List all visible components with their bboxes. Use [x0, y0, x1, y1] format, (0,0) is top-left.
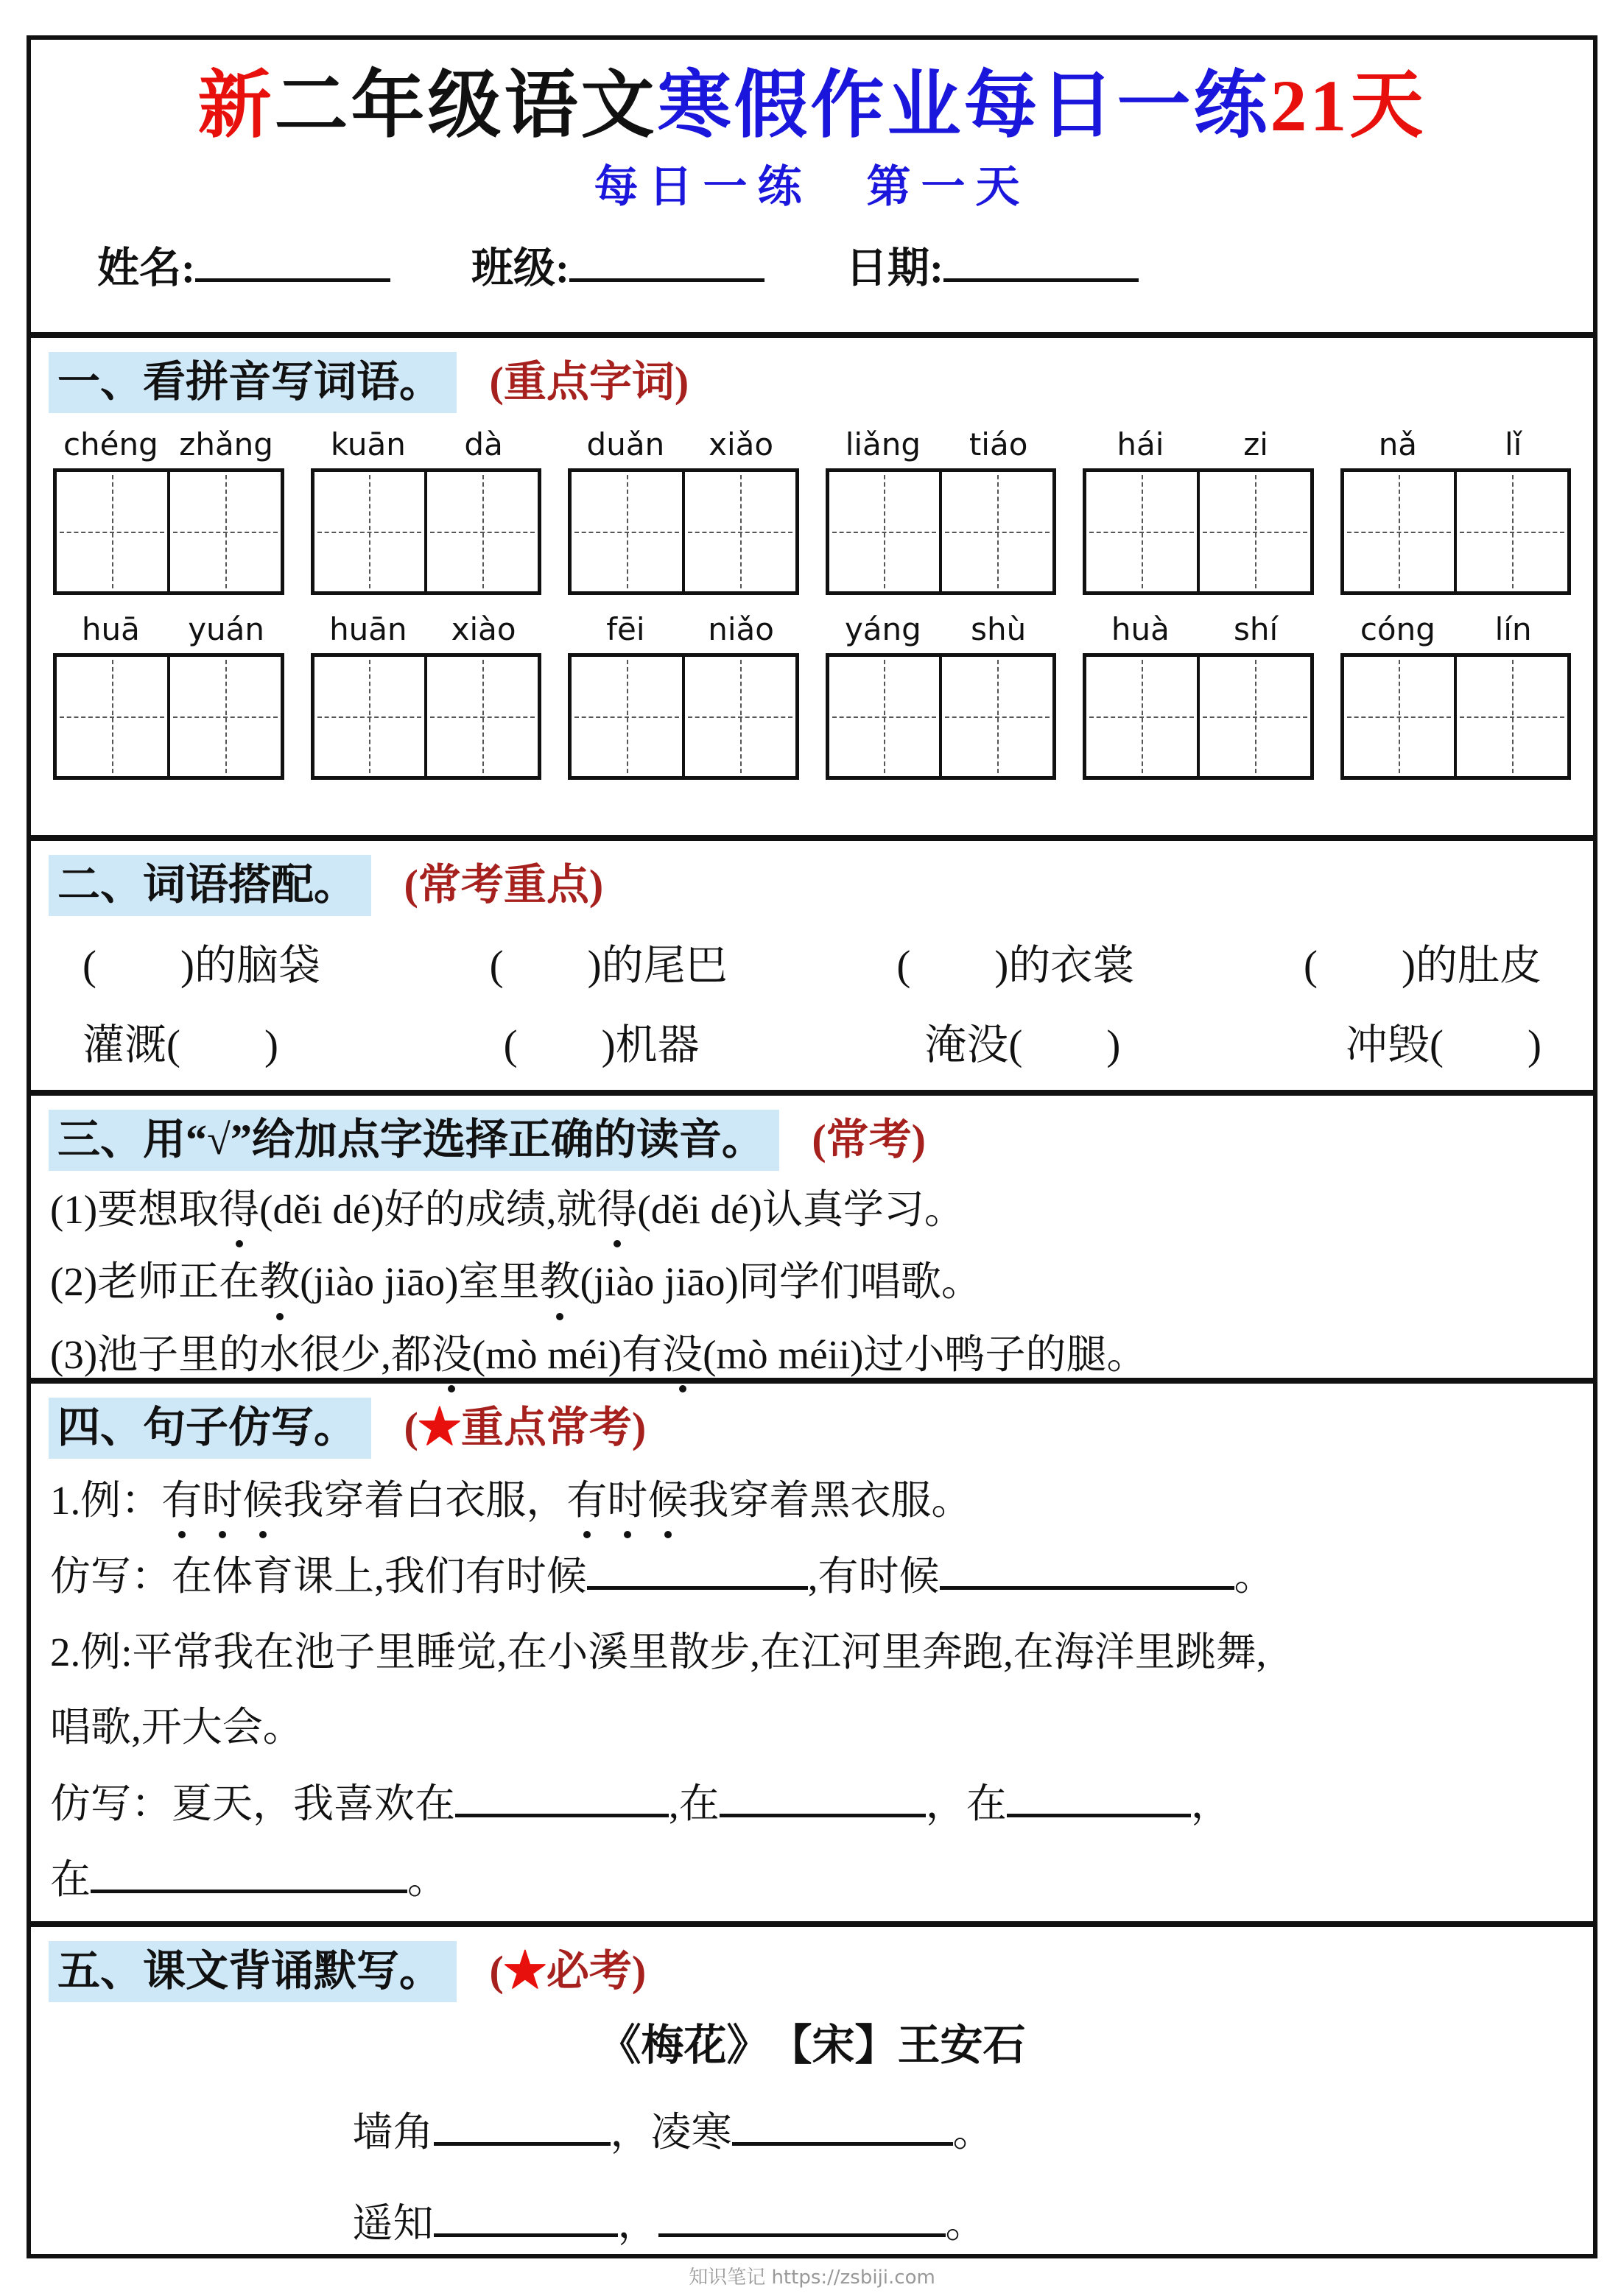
tag-text: 常考): [826, 1116, 926, 1164]
word-match-item: 灌溉( ): [82, 1022, 278, 1069]
writing-cell[interactable]: [1344, 472, 1455, 591]
word-match-item: ( )的尾巴: [489, 943, 728, 990]
word-match-item: ( )的肚皮: [1304, 943, 1542, 990]
writing-cell[interactable]: [314, 472, 425, 591]
writing-box-pair: [1083, 653, 1314, 780]
pinyin-pair: [311, 426, 542, 462]
section-5-recitation: [31, 1921, 1593, 2254]
dotted-char: 教: [539, 1252, 580, 1313]
word-match-item: ( )的衣裳: [896, 943, 1135, 990]
word-match-line-1: [31, 912, 1593, 992]
class-input-blank[interactable]: [569, 236, 764, 282]
dotted-text: [539, 1259, 580, 1304]
class-field-group: [471, 234, 764, 295]
pinyin-label: zhǎng: [179, 426, 273, 462]
section-2-word-matching: [31, 835, 1593, 1090]
dotted-text: [259, 1259, 300, 1304]
text-run: 仿写：夏天，我喜欢在: [50, 1781, 456, 1826]
section-5-head: [31, 1927, 1593, 1999]
section-4-head: [31, 1384, 1593, 1455]
writing-box-pair: [568, 653, 799, 780]
poem-line-1: [334, 2072, 1291, 2163]
writing-grid-row-1: [31, 468, 1593, 595]
imitation-answer-2b: [31, 1834, 1593, 1911]
writing-box-pair: [1340, 653, 1572, 780]
pinyin-label: yuán: [188, 610, 265, 647]
dotted-char: 没: [662, 1325, 703, 1386]
pinyin-pair: [826, 611, 1057, 647]
text-run: ，在: [925, 1781, 1007, 1826]
writing-cell[interactable]: [167, 657, 281, 776]
section-5-tag: [490, 1947, 647, 1995]
answer-blank[interactable]: [720, 1773, 926, 1817]
writing-cell[interactable]: [939, 657, 1052, 776]
writing-cell[interactable]: [572, 657, 682, 776]
pinyin-label: chéng: [63, 426, 158, 462]
writing-box-pair: [826, 468, 1057, 595]
dotted-char: 得: [219, 1180, 259, 1241]
exercise-line-1: [31, 1168, 1593, 1241]
word-match-item: 冲毁( ): [1346, 1022, 1542, 1069]
title-part-4: 21天: [1270, 65, 1427, 147]
text-run: (děi dé)认真学习。: [637, 1186, 965, 1232]
writing-cell[interactable]: [829, 472, 940, 591]
text-run: ,在: [669, 1781, 720, 1826]
dotted-char: 没: [432, 1325, 472, 1386]
exercise-line-2: [31, 1240, 1593, 1313]
text-run: (2)老师正在: [50, 1259, 260, 1304]
pinyin-label: huā: [81, 610, 140, 647]
text-run: 在: [50, 1857, 91, 1902]
text-run: 遥知: [352, 2200, 434, 2246]
writing-cell[interactable]: [1344, 657, 1455, 776]
writing-cell[interactable]: [682, 472, 795, 591]
writing-cell[interactable]: [1086, 472, 1197, 591]
pinyin-label: kuān: [330, 426, 406, 462]
section-3-tag: [812, 1116, 926, 1163]
imitation-example-2b: [31, 1683, 1593, 1758]
page-title: [38, 62, 1586, 150]
dotted-char: 候: [647, 1471, 688, 1532]
writing-box-pair: [1340, 468, 1572, 595]
dotted-char: 有: [161, 1471, 202, 1532]
star-icon: ★: [503, 1946, 546, 1995]
section-4-heading: 四、句子仿写。: [49, 1398, 371, 1459]
title-part-2: 二年级语文: [274, 65, 658, 147]
dotted-char: 得: [597, 1180, 637, 1241]
tag-pre: (: [812, 1116, 826, 1164]
title-part-1: 新: [197, 65, 275, 147]
text-run: (mò méi)有: [471, 1331, 663, 1377]
writing-grid-row-2: [31, 653, 1593, 780]
tag-pre: (: [404, 1404, 418, 1452]
tag-text: 重点字词): [503, 358, 689, 406]
text-run: 我穿着黑衣服。: [688, 1477, 972, 1523]
answer-blank[interactable]: [434, 2102, 611, 2146]
pinyin-row-1: [31, 410, 1593, 468]
writing-cell[interactable]: [57, 472, 167, 591]
pinyin-label: lǐ: [1504, 426, 1522, 462]
section-1-head: [31, 338, 1593, 409]
writing-cell[interactable]: [572, 472, 682, 591]
date-input-blank[interactable]: [943, 236, 1139, 282]
pinyin-row-2: [31, 595, 1593, 653]
name-label: 姓名:: [97, 245, 195, 292]
writing-box-pair: [826, 653, 1057, 780]
text-run: 。: [952, 2110, 994, 2155]
writing-cell[interactable]: [314, 657, 425, 776]
date-label: 日期:: [845, 245, 943, 292]
pinyin-pair: [1340, 611, 1572, 647]
writing-cell[interactable]: [1086, 657, 1197, 776]
section-3-pronunciation-choice: [31, 1090, 1593, 1378]
text-run: (jiào jiāo)同学们唱歌。: [580, 1259, 982, 1304]
pinyin-pair: [53, 611, 284, 647]
pinyin-label: nǎ: [1378, 426, 1418, 462]
text-run: ,有时候: [807, 1554, 940, 1599]
pinyin-label: lín: [1494, 610, 1532, 647]
date-field-group: [846, 234, 1139, 295]
writing-box-pair: [311, 653, 542, 780]
pinyin-label: huà: [1111, 610, 1170, 647]
pinyin-label: duǎn: [586, 426, 665, 462]
answer-blank[interactable]: [658, 2193, 946, 2237]
writing-cell[interactable]: [57, 657, 167, 776]
section-1-tag: [490, 358, 689, 406]
pinyin-pair: [826, 426, 1057, 462]
text-run: ，: [617, 2200, 658, 2246]
pinyin-label: huān: [329, 610, 407, 647]
text-run: 。: [1234, 1554, 1275, 1599]
pinyin-pair: [1340, 426, 1572, 462]
writing-cell[interactable]: [1454, 657, 1567, 776]
pinyin-label: shù: [971, 610, 1027, 647]
writing-box-pair: [311, 468, 542, 595]
section-2-heading: 二、词语搭配。: [49, 855, 371, 916]
text-run: ，: [1190, 1781, 1231, 1826]
word-match-item: 淹没( ): [924, 1022, 1121, 1069]
writing-cell[interactable]: [682, 657, 795, 776]
section-2-head: [31, 841, 1593, 912]
text-run: 我穿着白衣服，: [283, 1477, 567, 1523]
exercise-line-3: [31, 1313, 1593, 1386]
pinyin-label: dà: [464, 426, 503, 462]
dotted-text: [566, 1478, 688, 1523]
text-run: 墙角: [352, 2110, 434, 2155]
writing-box-pair: [568, 468, 799, 595]
answer-blank[interactable]: [91, 1849, 407, 1893]
dotted-char: 教: [259, 1252, 300, 1313]
text-run: ，凌寒: [610, 2110, 732, 2155]
writing-cell[interactable]: [1197, 472, 1310, 591]
answer-blank[interactable]: [455, 1773, 669, 1817]
pinyin-label: fēi: [606, 610, 645, 647]
student-info-row: [31, 234, 1593, 295]
dotted-char: 时: [607, 1471, 647, 1532]
text-run: (1)要想取: [50, 1186, 219, 1232]
writing-cell[interactable]: [167, 472, 281, 591]
pinyin-label: xiǎo: [709, 426, 774, 462]
dotted-text: [662, 1332, 703, 1377]
dotted-text: [219, 1187, 259, 1232]
writing-cell[interactable]: [1197, 657, 1310, 776]
pinyin-label: zi: [1243, 426, 1268, 462]
section-5-heading: 五、课文背诵默写。: [49, 1941, 457, 2002]
name-input-blank[interactable]: [195, 236, 390, 282]
pinyin-pair: [568, 611, 799, 647]
word-match-item: ( )机器: [503, 1022, 700, 1069]
answer-blank[interactable]: [940, 1546, 1234, 1590]
class-label: 班级:: [471, 245, 569, 292]
text-run: 。: [945, 2200, 986, 2246]
worksheet-frame: [27, 35, 1597, 2258]
word-match-item: ( )的脑袋: [82, 943, 320, 990]
tag-pre: (: [404, 860, 418, 909]
dotted-text: [597, 1187, 637, 1232]
imitation-answer-1: [31, 1531, 1593, 1607]
writing-cell[interactable]: [829, 657, 940, 776]
dotted-text: [432, 1332, 472, 1377]
pinyin-pair: [53, 426, 284, 462]
pinyin-label: hái: [1117, 426, 1164, 462]
pinyin-pair: [568, 426, 799, 462]
writing-box-pair: [1083, 468, 1314, 595]
writing-cell[interactable]: [1454, 472, 1567, 591]
pinyin-label: yáng: [844, 610, 921, 647]
tag-pre: (: [489, 1946, 504, 1995]
word-match-line-2: [31, 992, 1593, 1071]
section-4-tag: [404, 1404, 647, 1451]
writing-cell[interactable]: [424, 657, 538, 776]
section-1-pinyin-writing: [31, 332, 1593, 835]
writing-box-pair: [53, 653, 284, 780]
writing-cell[interactable]: [424, 472, 538, 591]
writing-cell[interactable]: [939, 472, 1052, 591]
poem-line-2: [334, 2163, 1291, 2255]
dotted-char: 有: [566, 1471, 607, 1532]
pinyin-label: liǎng: [845, 426, 921, 462]
answer-blank[interactable]: [732, 2102, 953, 2146]
imitation-example-1: [31, 1456, 1593, 1532]
imitation-answer-2a: [31, 1758, 1593, 1835]
text-run: 1.例：: [50, 1477, 162, 1523]
tag-text: 常考重点): [418, 860, 604, 909]
imitation-example-2a: [31, 1607, 1593, 1683]
poem-title: 《梅花》 【宋】王安石: [598, 2021, 1026, 2069]
worksheet-header: [31, 40, 1593, 332]
text-run: 2.例:平常我在池子里睡觉,在小溪里散步,在江河里奔跑,在海洋里跳舞,: [50, 1629, 1267, 1675]
pinyin-pair: [1083, 426, 1314, 462]
page-subtitle: 每日一练 第一天: [594, 163, 1030, 211]
pinyin-pair: [1083, 611, 1314, 647]
section-4-sentence-imitation: [31, 1378, 1593, 1921]
text-run: 唱歌,开大会。: [50, 1705, 303, 1750]
text-run: 仿写：在体育课上,我们有时候: [50, 1554, 587, 1599]
pinyin-label: shí: [1234, 610, 1279, 647]
text-run: (3)池子里的水很少,都: [50, 1331, 432, 1377]
text-run: (mò méii)过小鸭子的腿。: [703, 1331, 1147, 1377]
writing-box-pair: [53, 468, 284, 595]
star-icon: ★: [418, 1404, 461, 1452]
pinyin-label: cóng: [1360, 610, 1435, 647]
pinyin-label: niǎo: [708, 610, 774, 647]
section-3-head: [31, 1096, 1593, 1167]
tag-pre: (: [489, 358, 504, 406]
dotted-char: 时: [202, 1471, 242, 1532]
pinyin-pair: [311, 611, 542, 647]
answer-blank[interactable]: [587, 1546, 808, 1590]
tag-text: 必考): [546, 1946, 647, 1995]
text-run: (jiào jiāo)室里: [300, 1259, 540, 1304]
dotted-text: [161, 1478, 283, 1523]
pinyin-label: tiáo: [969, 426, 1028, 462]
tag-text: 重点常考): [460, 1404, 647, 1452]
text-run: 。: [407, 1857, 449, 1902]
watermark: 知识笔记 https://zsbiji.com: [689, 2267, 935, 2289]
text-run: (děi dé)好的成绩,就: [259, 1186, 597, 1232]
section-2-tag: [404, 861, 604, 909]
section-3-heading: 三、用“√”给加点字选择正确的读音。: [49, 1110, 779, 1171]
dotted-char: 候: [242, 1471, 283, 1532]
answer-blank[interactable]: [434, 2193, 618, 2237]
poem-block: [334, 1999, 1291, 2254]
section-1-heading: 一、看拼音写词语。: [49, 352, 457, 413]
name-field-group: [97, 234, 390, 295]
title-part-3: 寒假作业每日一练: [657, 65, 1270, 147]
pinyin-label: xiào: [451, 610, 516, 647]
answer-blank[interactable]: [1007, 1773, 1191, 1817]
